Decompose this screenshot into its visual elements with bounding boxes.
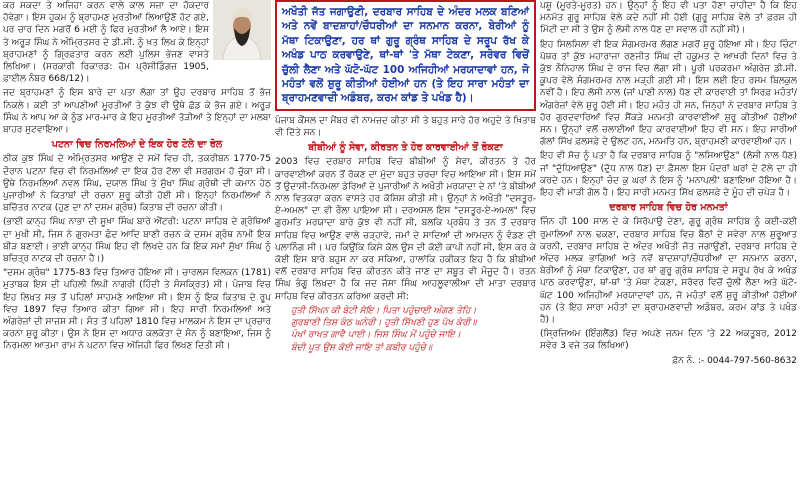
author-credit: (ਸ੍ਰਿਜਿਅਮ (ਇੰਗਲੈਂਡ) ਵਿਚ ਅਪਣੇ ਜਨਮ ਦਿਨ 'ਤੇ 22 ਅਕਤੂਬਰ, 2012 ਸਵੇਰ 3 ਵਜੇ ਤਕ ਲਿਖਿਆ) (540, 329, 797, 352)
column-one (3, 0, 271, 487)
poem-line: ਗੁਰਬਾਣੀ ਤਿਸ ਕੰਠ ਘਨੇਰੀ। ਹੁਤੀ ਸਿੱਖਣੀ ਹੁਣ ਪੱਖ ਕੇਰੀ॥ (291, 318, 477, 329)
paragraph-patna: ਠੀਕ ਕੁਝ ਸਿੰਘ ਦੇ ਅੰਮ੍ਰਿਤਸਰ ਆਉਣ ਦੇ ਸਮੇਂ ਵਿਚ ਹੀ, ਤਕਰੀਬਨ 1770-75 ਦੌਰਾਨ ਪਟਨਾ ਵਿਚ ਵੀ ਨਿਰਮਲਿਆਂ ਦਾ ਇਕ ਹੋਰ ਟੋਲਾ ਵੀ ਸਰਗਰਮ ਹੋ ਚੁੱਕਾ ਸੀ। ਉਥੇ ਨਿਰਮਲਿਆਂ ਨਵਲ ਸਿੰਘ, ਦਯਾਲ ਸਿੰਘ ਤੇ ਸੁੱਖਾ ਸਿੰਘ ਗ੍ਰੰਥੀ ਦੀ ਕਮਾਨ ਹੇਠ ਪੁਜਾਰੀਆਂ ਨੇ ਕਿਤਾਬਾਂ ਦੀ ਰਚਨਾ ਸ਼ੁਰੂ ਕੀਤੀ ਹੋਈ ਸੀ। ਇਨ੍ਹਾਂ ਨਿਰਮਲਿਆਂ ਨੇ ਬਚਿੱਤਰ ਨਾਟਕ (ਹੁਣ ਦਾ ਨਾਂ ਦਸਮ ਗ੍ਰੰਥ) ਕਿਤਾਬ ਦੀ ਰਚਨਾ ਕੀਤੀ। (3, 154, 271, 214)
poem-block (275, 305, 536, 354)
paragraph-brahmins: ਜਦ ਬ੍ਰਾਹਮਣਾਂ ਨੂੰ ਇਸ ਬਾਰੇ ਦਾ ਪਤਾ ਲੱਗਾ ਤਾਂ ਉਹ ਦਰਬਾਰ ਸਾਹਿਬ ਤੋਂ ਭੱਜ ਨਿਕਲੇ। ਕਈ ਤਾਂ ਆਪਣੀਆਂ ਮੂਰਤੀਆਂ ਤੇ ਕੁੱਝ ਵੀ ਉਥੇ ਛੱਡ ਕੇ ਭੱਜ ਗਏ। ਅਰੂੜ ਸਿੰਘ ਨੇ ਆਪ ਆ ਕੇ ਨੂੰਡ ਮਾਰ-ਮਾਰ ਕੇ ਇਹ ਮੂਰਤੀਆਂ ਤੋੜੀਆਂ ਤੇ ਇਨ੍ਹਾਂ ਦਾ ਮਲਬਾ ਬਾਹਰ ਸੁਟਵਾਇਆ। (3, 88, 271, 136)
paragraph-families: ਇਹ ਵੀ ਸੱਚ ਨੂੰ ਪਤਾ ਹੈ ਕਿ ਦਰਬਾਰ ਸਾਹਿਬ ਨੂੰ "ਲਸਿਆਉਣ" (ਲੱਸੀ ਨਾਲ ਧੋਣ) ਜਾਂ "ਦੁੱਧਿਆਉਣ" (ਦੁੱਧ ਨਾਲ ਧੋਣ) ਦਾ ਫ਼ੈਸਲਾ ਇਸ ਪੰਦਰਾਂ ਘਰਾਂ ਦੇ ਟੋਲੇ ਦਾ ਹੀ ਕਰਦੇ ਹਨ। ਇਨ੍ਹਾਂ ਚੰਦ ਕੁ ਘਰਾਂ ਨੇ ਇਸ ਨੂੰ 'ਮਨਾਪਲੀ' ਬਣਾਇਆ ਹੋਇਆ ਹੈ। ਇਹ ਵੀ ਮਾੜੀ ਗੱਲ ਹੈ। ਇਹ ਸਾਰੀ ਮਨਮਤ ਸਿੱਖ ਫ਼ਲਸਫ਼ੇ ਦੇ ਮੂੰਹ ਦੀ ਚਪੇੜ ਹੈ। (540, 151, 797, 199)
poem-line: ਹੁਤੀ ਸਿੱਖਨ ਕੀ ਬੇਟੀ ਸੋਇ। ਪਿਤਾ ਪਹੁੰਚਾਈ ਅੰਗਣ ਤੇਹਿ। (291, 305, 477, 316)
paragraph-marble: ਇਹ ਸਿਲਸਿਲਾ ਵੀ ਇਕ ਸੰਗਮਰਮਰ ਲੱਗਣ ਮਗਰੋਂ ਸ਼ੁਰੂ ਹੋਇਆ ਸੀ। ਇਹ ਚਿੰਟਾ ਪੱਥਰ ਤਾਂ ਕੁੱਝ ਮਹਾਰਾਜਾ ਰਣਜੀਤ ਸਿੰਘ ਦੀ ਹਕੂਮਤ ਦੇ ਆਖ਼ਰੀ ਦਿਨਾਂ ਵਿਚ ਤੇ ਕੁੱਝ ਨੌਨਿਹਾਲ ਸਿੰਘ ਦੇ ਰਾਜ ਵਿਚ ਲੱਗਾ ਸੀ। ਪੂਰੀ ਪਰਕਰਮਾ ਅੰਗਰੇਜ਼ ਡੀ.ਸੀ. ਕੂਪਰ ਵੇਲੇ ਸੰਗਮਰਮਰ ਨਾਲ ਮੜ੍ਹੀ ਗਈ ਸੀ। ਇਸ ਲਈ ਇਹ ਰਸਮ ਬਿਲਕੁਲ ਨਵੀਂ ਹੈ। ਇਹ ਲੱਸੀ ਨਾਲ (ਜਾਂ ਪਾਣੀ ਨਾਲ) ਧੋਣ ਦੀ ਕਾਰਵਾਈ ਤਾਂ ਸਿਰਫ਼ ਮਹੰਤਾਂ/ਅੰਗਰੇਜ਼ਾਂ ਵੇਲੇ ਸ਼ੁਰੂ ਹੋਈ ਸੀ। ਇਹ ਮਹੰਤ ਹੀ ਸਨ, ਜਿਨ੍ਹਾਂ ਨੇ ਦਰਬਾਰ ਸਾਹਿਬ ਤੇ ਹੋਰ ਗੁਰਦਵਾਰਿਆਂ ਵਿਚ ਸੈਂਕੜੇ ਮਨਮਤੀ ਕਾਰਵਾਈਆਂ ਸ਼ੁਰੂ ਕੀਤੀਆਂ ਹੋਈਆਂ ਸਨ। ਉਨ੍ਹਾਂ ਵਲੋਂ ਚਲਾਈਆਂ ਇਹ ਕਾਰਵਾਈਆਂ ਇਹ ਵੀ ਸਨ। ਇਹ ਸਾਰੀਆਂ ਗੱਲਾਂ ਸਿੱਖ ਫ਼ਲਸਫ਼ੇ ਦੇ ਉਲਟ ਹਨ, ਮਨਮਤਿ ਹਨ, ਬ੍ਰਾਹਮਣੀ ਕਾਰਵਾਈਆਂ ਹਨ। (540, 39, 797, 148)
paragraph-manmat: ਜਿੰਨ ਹੀ 100 ਸਾਲ ਦੇ ਕੇ ਸਿਰੋਪਾਉ ਦੇਣਾ, ਗੁਰੂ ਗ੍ਰੰਥ ਸਾਹਿਬ ਨੂੰ ਕਈ-ਕਈ ਰੁਮਾਲਿਆਂ ਨਾਲ ਢਕਣਾ, ਦਰਬਾਰ ਸਾਹਿਬ ਵਿਚ ਬੈਠਾਂ ਦੇ ਸਵੇਰਾ ਨਾਲ ਸ਼ੁਰੂਆਤ ਕਰਨੀ, ਦਰਬਾਰ ਸਾਹਿਬ ਦੇ ਅੰਦਰ ਅਖੌਤੀ ਜੋਤ ਜਗਾਉਣੀ, ਦਰਬਾਰ ਸਾਹਿਬ ਦੇ ਅੰਦਰ ਮਲਕ ਭਾਗਿਆਂ ਅਤੇ ਨਵੇਂ ਬਾਦਸ਼ਾਹਾਂ/ਚੌਧਰੀਆਂ ਦਾ ਸਨਮਾਨ ਕਰਨਾ, ਬੇਰੀਆਂ ਨੂੰ ਮੱਥਾ ਟਿਕਾਉਣਾ, ਹਰ ਥਾਂ ਗੁਰੂ ਗ੍ਰੰਥ ਸਾਹਿਬ ਦੇ ਸਰੂਪ ਰੱਖ ਕੇ ਅਖੰਡ ਪਾਠ ਕਰਵਾਉਣਾ, ਥਾਂ-ਥਾਂ 'ਤੇ ਮੱਥਾ ਟੇਕਣਾ, ਸਰੋਵਰ ਵਿਚੋਂ ਚੁੱਲੀ ਲੈਣਾ ਅਤੇ ਘੱਟੋ-ਘੱਟ 100 ਅਜਿਹੀਆਂ ਮਰਯਾਦਾਵਾਂ ਹਨ, ਜੋ ਮਹੰਤਾਂ ਵਲੋਂ ਸ਼ੁਰੂ ਕੀਤੀਆਂ ਹੋਈਆਂ ਹਨ (ਤੇ ਇਹ ਸਾਰਾ ਮਹੰਤਾਂ ਦਾ ਬ੍ਰਾਹਮਣਵਾਦੀ ਅਡੰਬਰ, ਕਰਮ ਕਾਂਡ ਤੇ ਪਖੰਡ ਹੈ)। (540, 217, 797, 326)
paragraph-kahn-singh: (ਭਾਈ ਕਾਨ੍ਹ ਸਿੰਘ ਨਾਭਾ ਦੀ ਸੂਖ਼ਾ ਸਿੰਘ ਬਾਰੇ ਐਂਟਰੀ: ਪਟਨਾ ਸਾਹਿਬ ਦੇ ਗ੍ਰੰਥਿਆਂ ਦਾ ਮੁਖੀ ਸੀ, ਜਿਸ ਨੇ ਗੁਰਮਤਾ ਛੰਦ ਆਦਿ ਬਾਣੀ ਰਚਨ ਕੇ ਦਸਮ ਗ੍ਰੰਥ ਨਾਮੀ ਇਕ ਬੀੜ ਬਣਾਈ। ਭਾਈ ਕਾਨ੍ਹ ਸਿੰਘ ਇਹ ਵੀ ਲਿਖਦੇ ਹਨ ਕਿ ਇਕ ਸਮਾਂ ਸੁੱਖਾ ਸਿੰਘ ਨੂੰ ਬਚਿਤ੍ਰ ਨਾਟਕ ਦੀ ਰਚਨਾ ਹੈ।) (3, 217, 271, 265)
poem-line: ਪੰਖਾਂ ਰਾਖਤ ਗਾਵੈ ਪਾਈ। ਜਿਸ ਸਿੰਘ ਮੇਂ ਪਹੁੰਚੇ ਜਾਇ। (291, 330, 461, 341)
column-two (275, 0, 536, 487)
pull-quote-box: ਅਖੌਤੀ ਜੱਤ ਜਗਾਉਣੀ, ਦਰਬਾਰ ਸਾਹਿਬ ਦੇ ਅੰਦਰ ਮਲਕ ਬਣਿਆਂ ਅਤੇ ਨਵੇਂ ਬਾਦਸ਼ਾਹਾਂ/ਚੌਧਰੀਆਂ ਦਾ ਸਨਮਾਨ ਕਰਨਾ, ਬੇਰੀਆਂ ਨੂੰ ਮੱਥਾ ਟਿਕਾਉਣਾ, ਹਰ ਥਾਂ ਗੁਰੂ ਗ੍ਰੰਥ ਸਾਹਿਬ ਦੇ ਸਰੂਪ ਰੱਖ ਕੇ ਅਖੰਡ ਪਾਠ ਕਰਵਾਉਣੇ, ਥਾਂ-ਥਾਂ 'ਤੇ ਮੱਥਾ ਟੇਕਣਾ, ਸਰੋਵਰ ਵਿਚੋਂ ਚੁੱਲੀ ਲੈਣਾ ਅਤੇ ਘੱਟੋ-ਘੱਟ 100 ਅਜਿਹੀਆਂ ਮਰਯਾਦਾਵਾਂ ਹਨ, ਜੋ ਮਹੰਤਾਂ ਵਲੋਂ ਸ਼ੁਰੂ ਕੀਤੀਆਂ ਹੋਈਆਂ ਹਨ (ਤੇ ਇਹ ਸਾਰਾ ਮਹੰਤਾਂ ਦਾ ਬ੍ਰਾਹਮਣਵਾਦੀ ਅਡੰਬਰ, ਕਰਮ ਕਾਂਡ ਤੇ ਪਖੰਡ ਹੈ)। (275, 0, 536, 111)
paragraph-dasam-granth: "ਦਸਮ ਗ੍ਰੰਥ" 1775-83 ਵਿਚ ਤਿਆਰ ਹੋਇਆ ਸੀ। ਚਾਰਲਸ ਵਿਲਕਨ (1781) ਮੁਤਾਬਕ ਇਸ ਦੀ ਪਹਿਲੀ ਲਿਪੀ ਨਾਗਰੀ (ਹਿੰਦੀ ਤੇ ਸੰਸਕ੍ਰਿਤ) ਸੀ। ਪੰਜਾਬ ਵਿਚ ਇਹ ਲਿਖਤ ਸਭ ਤੋਂ ਪਹਿਲਾਂ ਸਾਹਮਣੇ ਆਇਆ ਸੀ। ਇਸ ਨੂੰ ਇਕ ਕਿਤਾਬ ਦੇ ਰੂਪ ਵਿਚ 1897 ਵਿਚ ਤਿਆਰ ਕੀਤਾ ਗਿਆ ਸੀ। ਇਹ ਸਾਰੀ ਨਿਰਮਲਿਆਂ ਅਤੇ ਅੰਗਰੇਜ਼ਾਂ ਦੀ ਸਾਜ਼ਸ਼ ਸੀ। ਸੰਤ ਤੋਂ ਪਹਿਲਾਂ 1810 ਵਿਚ ਮਾਲਕਮ ਨੇ ਇਸ ਦਾ ਪ੍ਰਚਾਰ ਕਰਨਾ ਸ਼ੁਰੂ ਕੀਤਾ। ਉਸ ਨੇ ਇਸ ਦਾ ਅਧਾਰ ਕਲਕੱਤਾ ਦੇ ਸੰਨ ਨੂੰ ਬਣਾਇਆ, ਜਿਸ ਨੂੰ ਨਿਰਮਲਾ ਆਤਮਾ ਰਾਮ ਨੇ ਪਟਨਾ ਵਿਚ ਅੱਜਿਹੀ ਫਿਰ ਲਿਖਣ ਦਿਤੀ ਸੀ। (3, 268, 271, 352)
column-three (540, 0, 797, 487)
author-photo (213, 0, 271, 60)
paragraph-women-seva: 2003 ਵਿਚ ਦਰਬਾਰ ਸਾਹਿਬ ਵਿਚ ਬੀਬੀਆਂ ਨੂੰ ਸੇਵਾ, ਕੀਰਤਨ ਤੇ ਹੋਰ ਕਾਰਵਾਈਆਂ ਕਰਨ ਤੋਂ ਰੋਕਣ ਦਾ ਮੁੱਦਾ ਬਹੁਤ ਚਰਚਾ ਵਿਚ ਆਇਆ ਸੀ। ਇਸ ਸਮੇਂ ਤੋਂ ਉਦਾਸੀ-ਨਿਰਮਲਾ ਡੇਰਿਆਂ ਦੇ ਪੁਜਾਰੀਆਂ ਨੇ ਅਖੌਤੀ ਮਰਯਾਦਾ ਦੇ ਨਾਂ 'ਤੇ ਬੀਬੀਆਂ ਨਾਲ ਵਿਤਕਰਾ ਕਰਨ ਵਾਸਤੇ ਹਰ ਕੋਸ਼ਿਸ਼ ਕੀਤੀ ਸੀ। ਉਨ੍ਹਾਂ ਨੇ ਅਖੌਤੀ "ਦਸਤੂਰ-ਏ-ਅਮਲ" ਦਾ ਵੀ ਰੌਲਾ ਪਾਇਆ ਸੀ। ਦਰਅਸਲ ਇਸ "ਦਸਤੂਰ-ਏ-ਅਮਲ" ਵਿਚ ਗੁਰਮਤਿ ਮਰਯਾਦਾ ਬਾਰੇ ਕੁੱਝ ਵੀ ਨਹੀਂ ਸੀ, ਬਲਕਿ ਪ੍ਰਬੰਧ ਤੇ ਤਨ ਤੋਂ ਦਰਬਾਰ ਸਾਹਿਬ ਵਿਚ ਆਉਣ ਵਾਲੇ ਚੜ੍ਹਾਵੇ, ਜਮਾਂ ਦੇ ਸਾਦਿਆਂ ਦੀ ਆਮਦਨ ਨੂੰ ਵੰਡਣ ਦੀ ਪਲਾਨਿੰਗ ਸੀ। ਪਰ ਕਿਉਂਕਿ ਕਿਸੇ ਕੋਲ ਉਸ ਦੀ ਕੋਈ ਕਾਪੀ ਨਹੀਂ ਸੀ, ਇਸ ਕਰ ਕੇ ਕੋਈ ਇਸ ਬਾਰੇ ਬਹੁਸ ਨਾ ਕਰ ਸਕਿਆ, ਹਾਲਾਂਕਿ ਹਕੀਕਤ ਇਹ ਹੈ ਕਿ ਬੀਬੀਆਂ ਵਲੋਂ ਦਰਬਾਰ ਸਾਹਿਬ ਵਿਚ ਕੀਰਤਨ ਕੀਤੇ ਜਾਣ ਦਾ ਸਬੂਤ ਵੀ ਮੌਜੂਦ ਹੈ। ਰਤਨ ਸਿੰਘ ਭੰਗੂ ਲਿਖਦਾ ਹੈ ਕਿ ਜਦ ਜੱਸਾ ਸਿੰਘ ਆਹਲੂਵਾਲੀਆ ਦੀ ਮਾਤਾ ਦਰਬਾਰ ਸਾਹਿਬ ਵਿਚ ਕੀਰਤਨ ਕਰਿਆ ਕਰਦੀ ਸੀ: (275, 157, 536, 302)
paragraph-lassi: ਪਸ਼ੂ (ਮੂਰਤੇ-ਮੂਰਤ) ਹਨ। ਉਨ੍ਹਾਂ ਨੂੰ ਇਹ ਵੀ ਪਤਾ ਹੋਣਾ ਚਾਹੀਦਾ ਹੈ ਕਿ ਇਹ ਮਨਮੱਤ ਗੁਰੂ ਸਾਹਿਬ ਵੇਲੇ ਕਦੇ ਨਹੀਂ ਸੀ ਹੋਈ (ਗੁਰੂ ਸਾਹਿਬ ਵੇਲੇ ਤਾਂ ਫ਼ਰਸ਼ ਹੀ ਮਿੱਟੀ ਦਾ ਸੀ ਤੇ ਉਸ ਨੂੰ ਲੱਸੀ ਨਾਲ ਧੋਣ ਦਾ ਸਵਾਲ ਹੀ ਨਹੀਂ ਸੀ)। (540, 1, 797, 36)
paragraph-council: ਪੰਜਾਬ ਕੌਂਸਲ ਦਾ ਮੈਂਬਰ ਵੀ ਨਾਮਜ਼ਦ ਕੀਤਾ ਸੀ ਤੇ ਬਹੁਤ ਸਾਰੇ ਹੋਰ ਅਹੁਦੇ ਤੇ ਖ਼ਿਤਾਬ ਵੀ ਦਿੱਤੇ ਸਨ। (275, 115, 536, 139)
phone-number: ਫ਼ੋਨ ਨੰ. :- 0044-797-560-8632 (672, 355, 797, 366)
paragraph-intro: ਕਰ ਸਕਦਾ ਤੇ ਅਜਿਹਾ ਕਰਨ ਵਾਲੇ ਕਾਲ ਸਜ਼ਾ ਦਾ ਹੱਕਦਾਰ ਹੋਵੇਗਾ। ਇਸ ਹੁਕਮ ਨੂੰ ਬ੍ਰਾਹਮਣ ਮੁਰਤੀਆਂ ਲਿਆਉਣੋਂ ਹੱਟ ਗਏ, ਪਰ ਚਾਰ ਦਿਨ ਮਗਰੋਂ 6 ਮਈ ਨੂੰ ਫਿਰ ਮੁਰਤੀਆਂ ਲੈ ਆਏ। ਇਸ ਤੇ ਅਰੂੜ ਸਿੰਘ ਨੇ ਅੰਮ੍ਰਿਤਸਰ ਦੇ ਡੀ.ਸੀ. ਨੂੰ ਖ਼ਤ ਲਿਖ ਕੇ ਇਨ੍ਹਾਂ ਬ੍ਰਾਹਮਣਾਂ ਨੂੰ ਗ੍ਰਿਫ਼ਤਾਰ ਕਰਨ ਲਈ ਪੁਲਿਸ ਭੇਜਣ ਵਾਸਤੇ ਲਿਖਿਆ। (ਸਰਕਾਰੀ ਰਿਕਾਰਡ: ਹੋਮ ਪ੍ਰੋਸੀਡਿੰਗਜ਼ 1905, ਫ਼ਾਈਲ ਨੰਬਰ 668/12)। (3, 1, 209, 85)
heading-patna: ਪਟਨਾ ਵਿਚ ਨਿਰਮਲਿਆਂ ਦੇ ਇਕ ਹੋਰ ਟੋਲੇ ਦਾ ਰੋਲ (51, 139, 223, 151)
portrait-image (213, 0, 271, 60)
heading-manmat: ਦਰਬਾਰ ਸਾਹਿਬ ਵਿਚ ਹੋਰ ਮਨਮਤਾਂ (609, 202, 728, 214)
heading-bibiyan: ਬੀਬੀਆਂ ਨੂੰ ਸੇਵਾ, ਕੀਰਤਨ ਤੇ ਹੋਰ ਕਾਰਵਾਈਆਂ ਤੋਂ ਰੋਕਣਾ (308, 142, 503, 154)
poem-line: ਬੰਦੀ ਪੂਤ ਉਸ ਕੋਈ ਜਾਇ ਤਾਂ ਕਬੀਰ ਪਹੁੰਚੇ॥ (291, 342, 432, 353)
